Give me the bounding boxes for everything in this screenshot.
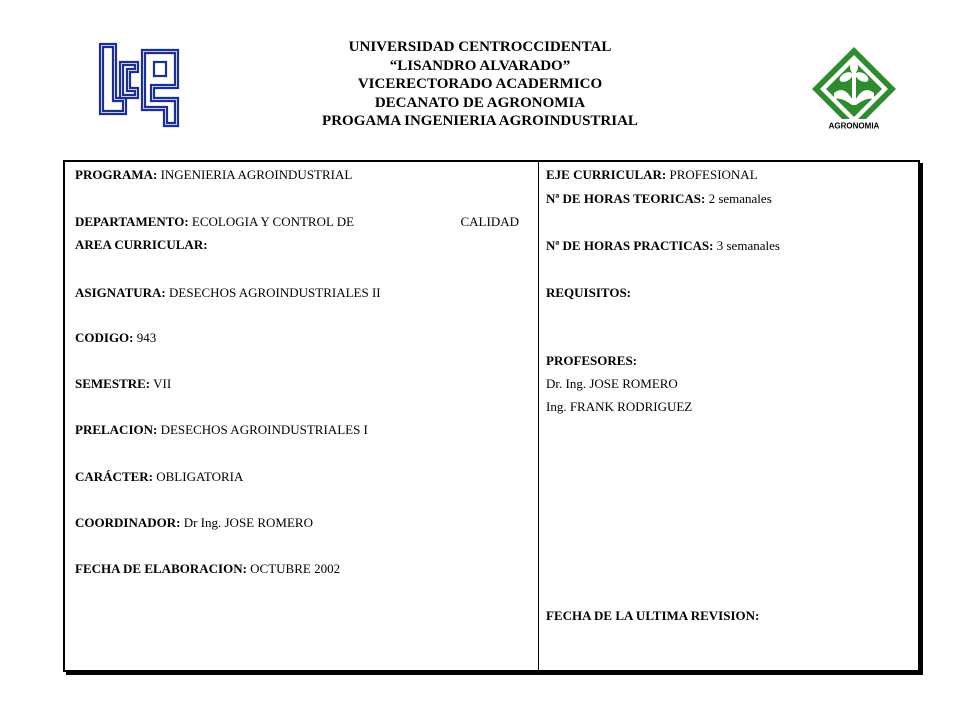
header-programa: PROGAMA INGENIERIA AGROINDUSTRIAL (322, 113, 638, 129)
field-eje-curricular: EJE CURRICULAR: PROFESIONAL (546, 167, 758, 182)
field-area-curricular: AREA CURRICULAR: (75, 237, 208, 252)
program-info-card (63, 160, 920, 672)
agronomia-logo-text: AGRONOMIA (828, 121, 880, 131)
field-requisitos: REQUISITOS: (546, 285, 632, 300)
ucla-logo-icon (92, 40, 190, 132)
field-asignatura: ASIGNATURA: DESECHOS AGROINDUSTRIALES II (75, 285, 381, 300)
profesor-1: Dr. Ing. JOSE ROMERO (546, 376, 678, 391)
field-fecha-elaboracion: FECHA DE ELABORACION: OCTUBRE 2002 (75, 561, 341, 576)
profesor-2: Ing. FRANK RODRIGUEZ (546, 399, 693, 414)
field-horas-practicas: Nª DE HORAS PRACTICAS: 3 semanales (546, 238, 780, 253)
field-codigo: CODIGO: 943 (75, 330, 157, 345)
field-profesores: PROFESORES: (546, 353, 638, 368)
header-university-name: “LISANDRO ALVARADO” (389, 57, 571, 74)
header-decanato: DECANATO DE AGRONOMIA (374, 94, 586, 111)
field-prelacion: PRELACION: DESECHOS AGROINDUSTRIALES I (75, 422, 368, 437)
field-caracter: CARÁCTER: OBLIGATORIA (75, 469, 244, 484)
field-semestre: SEMESTRE: VII (75, 376, 172, 391)
field-horas-teoricas: Nª DE HORAS TEORICAS: 2 semanales (546, 191, 772, 206)
agronomia-logo-icon (810, 45, 898, 137)
column-divider (538, 162, 539, 670)
field-fecha-ultima-revision: FECHA DE LA ULTIMA REVISION: (546, 608, 760, 623)
field-programa: PROGRAMA: INGENIERIA AGROINDUSTRIAL (75, 167, 353, 182)
header-university: UNIVERSIDAD CENTROCCIDENTAL (348, 39, 612, 55)
field-departamento: DEPARTAMENTO: ECOLOGIA Y CONTROL DE CALIDAD (75, 214, 519, 229)
header-vicerectorado: VICERECTORADO ACADERMICO (357, 76, 603, 92)
field-coordinador: COORDINADOR: Dr Ing. JOSE ROMERO (75, 515, 313, 530)
